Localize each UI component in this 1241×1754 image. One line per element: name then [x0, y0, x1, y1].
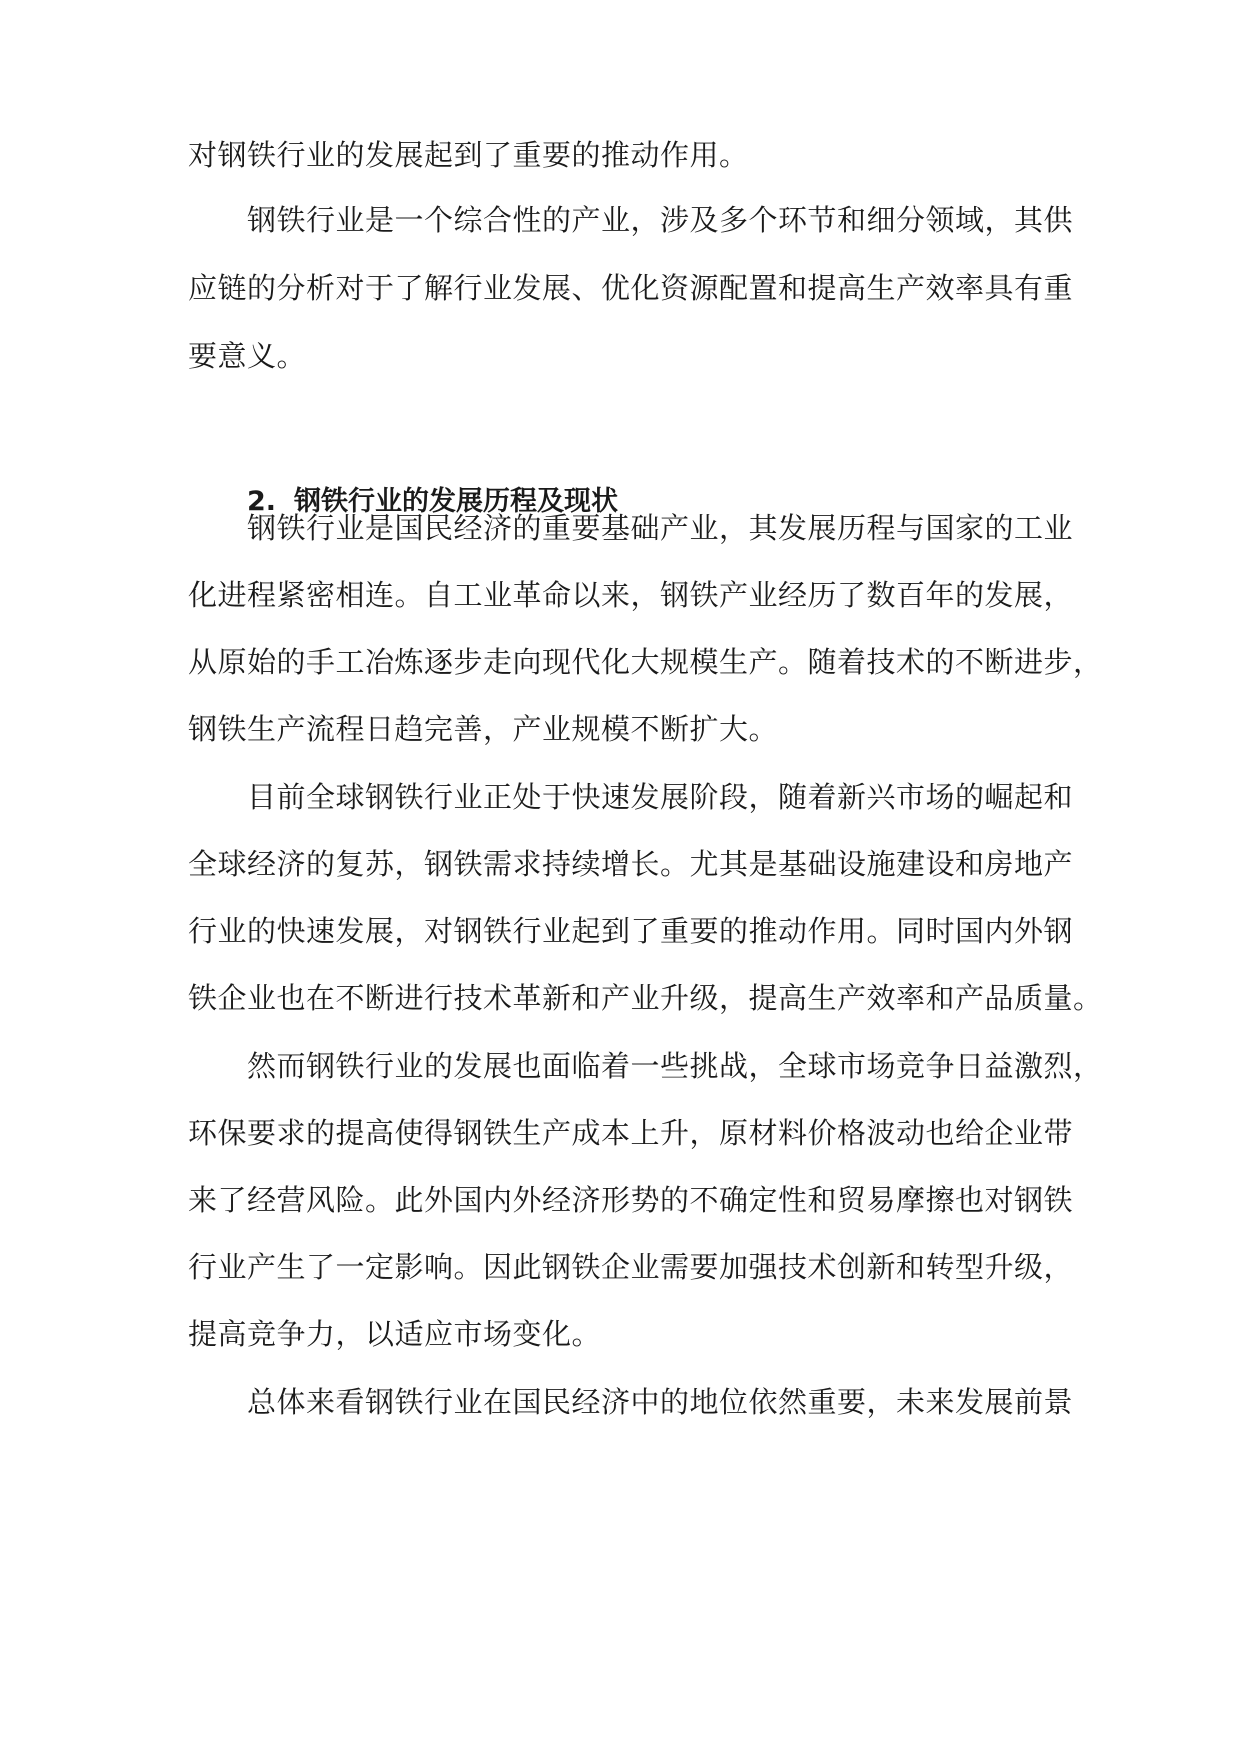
- paragraph-line: 钢铁生产流程日趋完善，产业规模不断扩大。: [188, 712, 779, 746]
- section-title: 钢铁行业的发展历程及现状: [294, 486, 619, 517]
- paragraph-line: 应链的分析对于了解行业发展、优化资源配置和提高生产效率具有重: [188, 271, 1074, 305]
- paragraph-line: 总体来看钢铁行业在国民经济中的地位依然重要，未来发展前景: [247, 1385, 1074, 1419]
- paragraph-line: 环保要求的提高使得钢铁生产成本上升，原材料价格波动也给企业带: [188, 1116, 1074, 1150]
- paragraph-line: 从原始的手工冶炼逐步走向现代化大规模生产。随着技术的不断进步，: [188, 645, 1103, 679]
- paragraph-line: 然而钢铁行业的发展也面临着一些挑战，全球市场竞争日益激烈，: [247, 1049, 1103, 1083]
- paragraph-line: 目前全球钢铁行业正处于快速发展阶段，随着新兴市场的崛起和: [247, 780, 1074, 814]
- paragraph-line: 铁企业也在不断进行技术革新和产业升级，提高生产效率和产品质量。: [188, 981, 1103, 1015]
- section-number: 2.: [247, 486, 277, 517]
- paragraph-line: 来了经营风险。此外国内外经济形势的不确定性和贸易摩擦也对钢铁: [188, 1183, 1074, 1217]
- paragraph-line: 要意义。: [188, 339, 307, 373]
- paragraph-line: 行业产生了一定影响。因此钢铁企业需要加强技术创新和转型升级，: [188, 1250, 1074, 1284]
- paragraph-line: 对钢铁行业的发展起到了重要的推动作用。: [188, 138, 749, 172]
- paragraph-line: 全球经济的复苏，钢铁需求持续增长。尤其是基础设施建设和房地产: [188, 847, 1074, 881]
- paragraph-line: 钢铁行业是一个综合性的产业，涉及多个环节和细分领域，其供: [247, 203, 1074, 237]
- paragraph-line: 行业的快速发展，对钢铁行业起到了重要的推动作用。同时国内外钢: [188, 914, 1074, 948]
- paragraph-line: 钢铁行业是国民经济的重要基础产业，其发展历程与国家的工业: [247, 511, 1074, 545]
- paragraph-line: 化进程紧密相连。自工业革命以来，钢铁产业经历了数百年的发展，: [188, 578, 1074, 612]
- paragraph-line: 提高竞争力，以适应市场变化。: [188, 1317, 602, 1351]
